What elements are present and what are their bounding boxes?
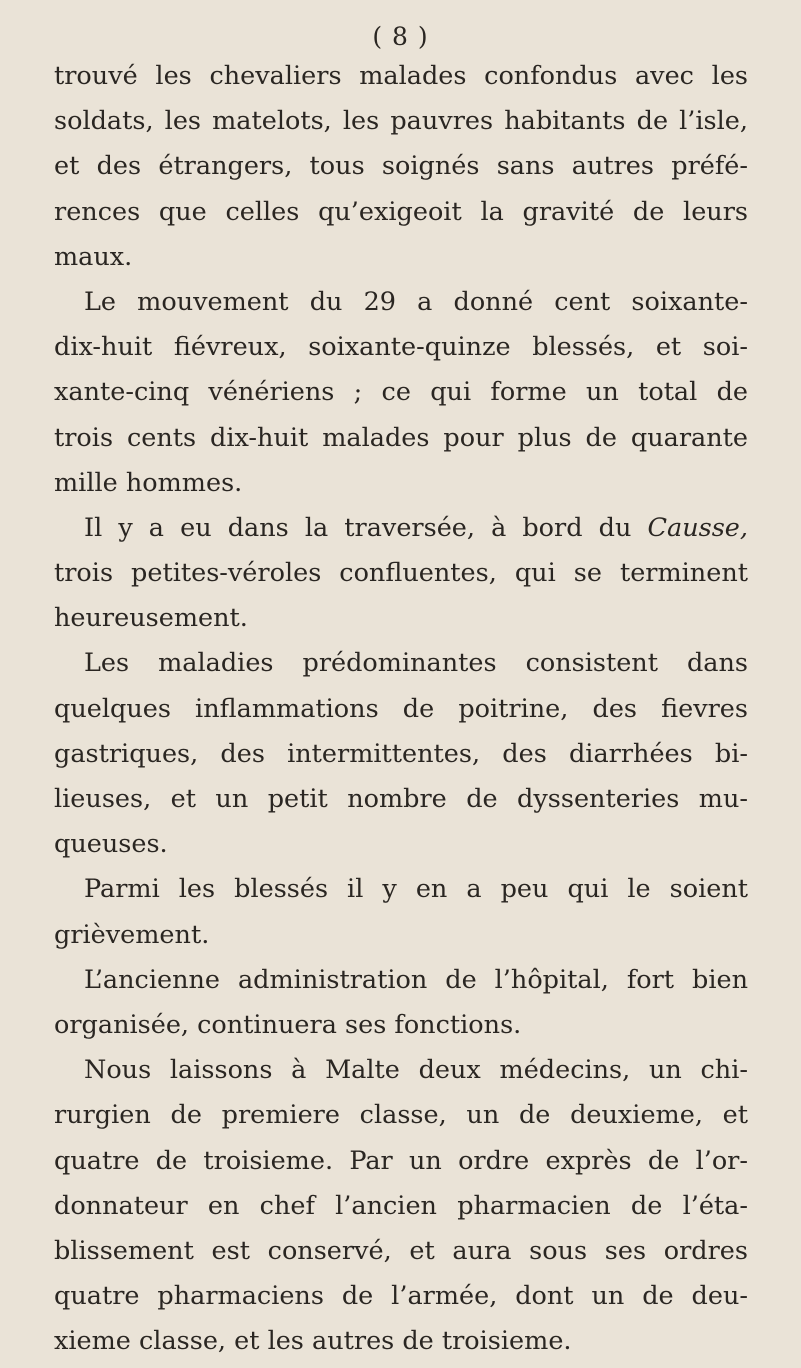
text-line: queuses. [54, 829, 168, 860]
text-line: xante-cinq vénériens ; ce qui forme un total de [54, 377, 748, 408]
text-line: rurgien de premiere classe, un de deuxieme, et [54, 1100, 748, 1131]
text-line: blissement est conservé, et aura sous ses ordres [54, 1235, 748, 1266]
text-line: maux. [54, 241, 133, 272]
text-line: quatre de troisieme. Par un ordre exprès de l’or- [54, 1145, 748, 1176]
text-line: grièvement. [54, 919, 210, 950]
text-line: mille hommes. [54, 467, 243, 498]
paragraph-start-line: Nous laissons à Malte deux médecins, un chi- [84, 1055, 748, 1086]
paragraph-start-line: Les maladies prédominantes consistent dans [84, 648, 748, 679]
paragraph-start-line [54, 506, 748, 551]
text-line: quelques inflammations de poitrine, des fievres [54, 693, 748, 724]
text-line: lieuses, et un petit nombre de dyssenteries mu- [54, 784, 748, 814]
text-line: organisée, continuera ses fonctions. [54, 1009, 522, 1040]
paragraph-start-line: L’ancienne administration de l’hôpital, fort bien [84, 964, 748, 995]
paragraph-start-line: Parmi les blessés il y en a peu qui le soient [84, 874, 748, 905]
body-text [54, 54, 748, 1364]
text-line: xieme classe, et les autres de troisieme. [54, 1326, 572, 1357]
paragraph-start-line: Le mouvement du 29 a donné cent soixante- [84, 286, 748, 317]
text-line: gastriques, des intermittentes, des diarrhées bi- [54, 738, 748, 769]
text-line: rences que celles qu’exigeoit la gravité de leurs [54, 196, 748, 227]
ship-name: Causse, [647, 512, 748, 543]
text-line: soldats, les matelots, les pauvres habitants de l’isle, [54, 106, 748, 137]
text-line: quatre pharmaciens de l’armée, dont un de deu- [54, 1281, 748, 1312]
text-line-segment: Il y a eu dans la traversée, à bord du [84, 512, 632, 543]
text-line: heureusement. [54, 603, 248, 634]
text-line: et des étrangers, tous soignés sans autres préfé- [54, 151, 748, 182]
text-line: dix-huit fiévreux, soixante-quinze blessés, et soi- [54, 332, 748, 363]
text-line: trois cents dix-huit malades pour plus de quarante [54, 422, 748, 453]
text-line: donnateur en chef l’ancien pharmacien de l’éta- [54, 1190, 748, 1221]
text-line: trois petites-véroles confluentes, qui se terminent [54, 558, 748, 589]
page-number: ( 8 ) [372, 22, 429, 51]
text-line: trouvé les chevaliers malades confondus avec les [54, 61, 748, 91]
